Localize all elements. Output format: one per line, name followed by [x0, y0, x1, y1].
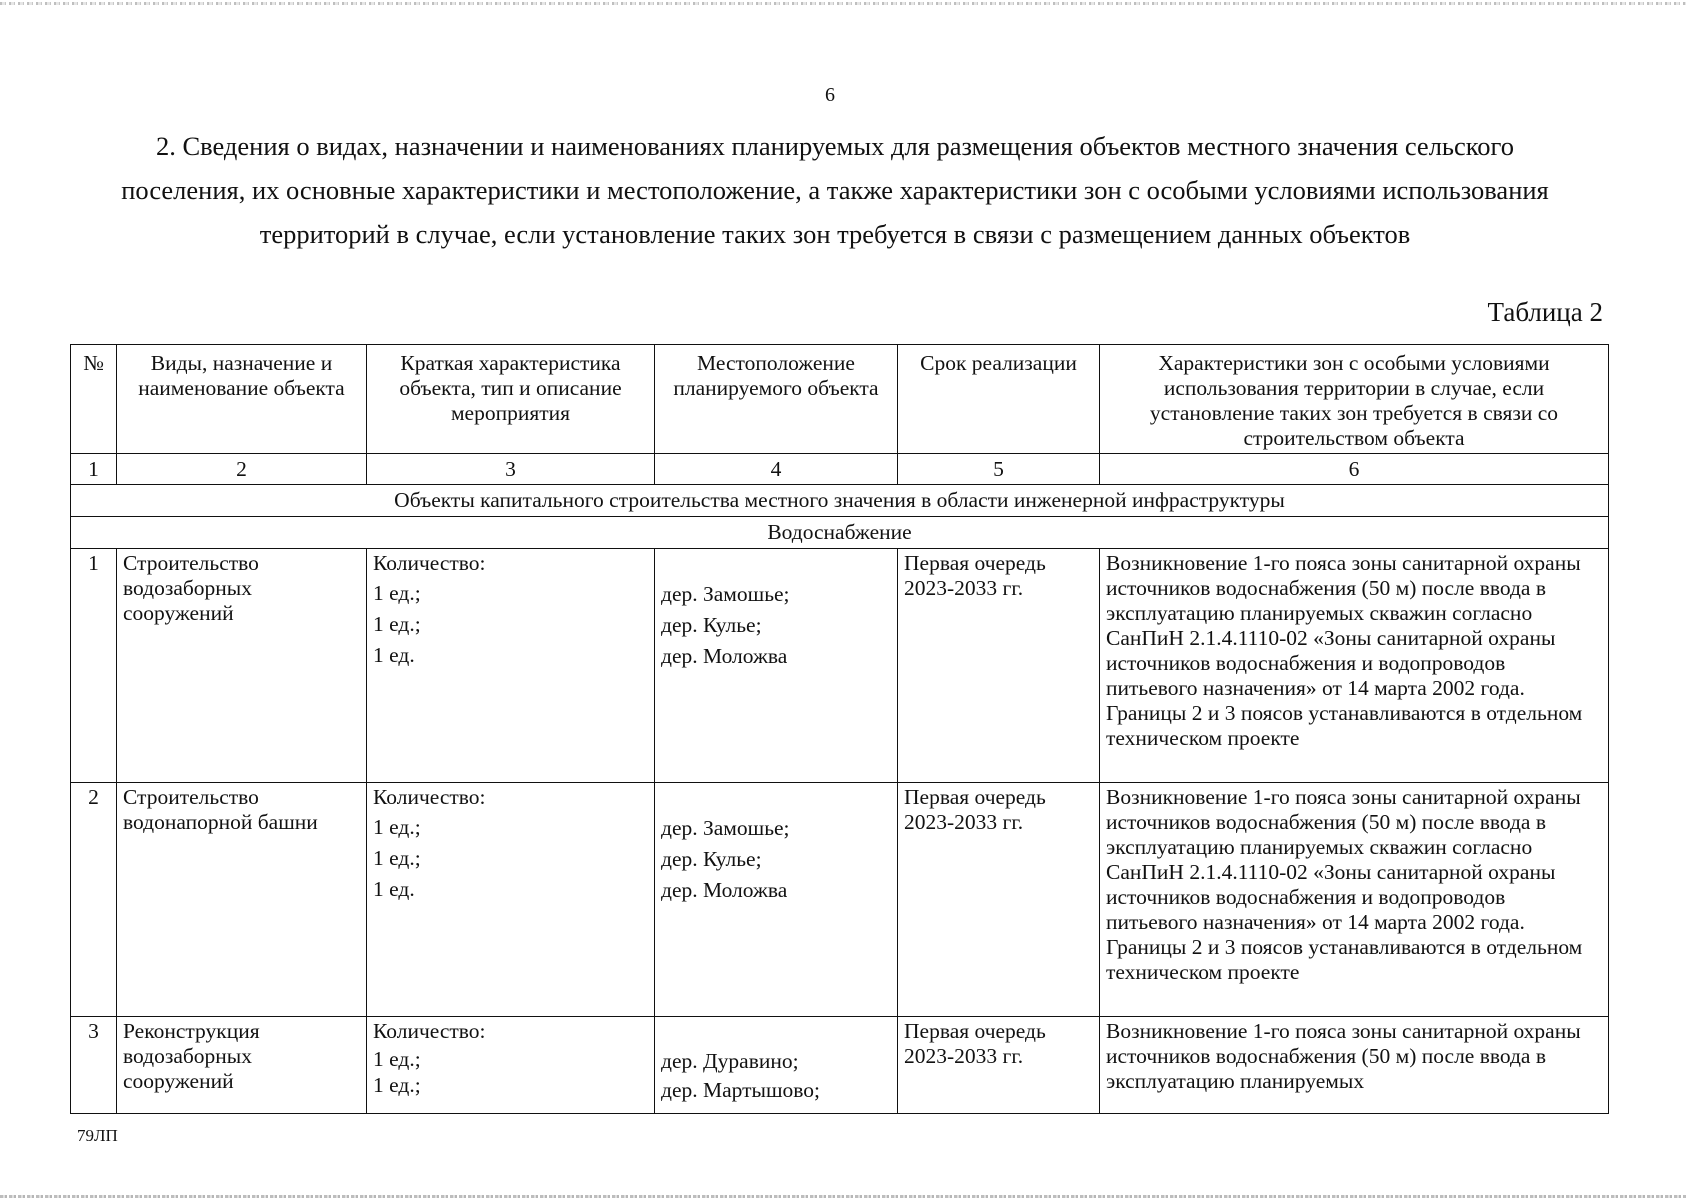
header-location: Местоположение планируемого объекта: [655, 345, 898, 454]
footer-code: 79ЛП: [77, 1126, 118, 1145]
section-title: Объекты капитального строительства местного значения в области инженерной инфраструктуры: [71, 485, 1609, 517]
quantity-label: Количество:: [373, 785, 486, 809]
location-item: дер. Мартышово;: [661, 1078, 820, 1102]
zone-characteristics: Возникновение 1-го пояса зоны санитарной охраны источников водоснабжения (50 м) после ввода в эксплуатацию планируемых скважин согласно СанПиН 2.1.4.1110-02 «Зоны санитарной охраны источников водоснабжения и водопроводов питьевого назначения» от 14 марта 2002 года. Границы 2 и 3 поясов устанавливаются в отдельном техническом проекте: [1100, 783, 1609, 1017]
row-index: 2: [71, 783, 117, 1017]
quantity-item: 1 ед.;: [373, 846, 421, 870]
header-number: №: [71, 345, 117, 454]
table-row: [71, 549, 1609, 783]
object-name: Строительство водонапорной башни: [117, 783, 367, 1017]
table-caption: Таблица 2: [1487, 297, 1603, 327]
header-object-type: Виды, назначение и наименование объекта: [117, 345, 367, 454]
table-row: [71, 783, 1609, 1017]
quantity-label: Количество:: [373, 1019, 486, 1043]
location-item: дер. Моложва: [661, 644, 788, 668]
header-zone-characteristics: Характеристики зон с особыми условиями использования территории в случае, если установление таких зон требуется в связи со строительством объекта: [1100, 345, 1609, 454]
object-characteristics: [367, 549, 655, 783]
table-row: [71, 1017, 1609, 1114]
implementation-term: Первая очередь 2023-2033 гг.: [898, 1017, 1100, 1114]
quantity-item: 1 ед.;: [373, 1073, 421, 1097]
table-header-row: [71, 345, 1609, 454]
section-heading: 2. Сведения о видах, назначении и наименованиях планируемых для размещения объектов местного значения сельского поселения, их основные характеристики и местоположение, а также характеристики зон с особыми условиями использования территорий в случае, если установление таких зон требуется в связи с размещением данных объектов: [121, 131, 1549, 249]
location-item: дер. Кулье;: [661, 613, 762, 637]
object-name: Строительство водозаборных сооружений: [117, 549, 367, 783]
location-item: дер. Замошье;: [661, 816, 790, 840]
page-number: 6: [825, 84, 835, 106]
quantity-item: 1 ед.: [373, 877, 415, 901]
quantity-label: Количество:: [373, 551, 486, 575]
section-row: [71, 485, 1609, 517]
zone-characteristics: Возникновение 1-го пояса зоны санитарной охраны источников водоснабжения (50 м) после ввода в эксплуатацию планируемых скважин согласно СанПиН 2.1.4.1110-02 «Зоны санитарной охраны источников водоснабжения и водопроводов питьевого назначения» от 14 марта 2002 года. Границы 2 и 3 поясов устанавливаются в отдельном техническом проекте: [1100, 549, 1609, 783]
column-number: 4: [655, 454, 898, 485]
implementation-term: Первая очередь 2023-2033 гг.: [898, 549, 1100, 783]
header-characteristics: Краткая характеристика объекта, тип и описание мероприятия: [367, 345, 655, 454]
quantity-item: 1 ед.;: [373, 1047, 421, 1071]
quantity-item: 1 ед.;: [373, 612, 421, 636]
subsection-title: Водоснабжение: [71, 517, 1609, 549]
quantity-item: 1 ед.;: [373, 815, 421, 839]
zone-characteristics: Возникновение 1-го пояса зоны санитарной охраны источников водоснабжения (50 м) после ввода в эксплуатацию планируемых: [1100, 1017, 1609, 1114]
column-number: 5: [898, 454, 1100, 485]
object-location: [655, 549, 898, 783]
column-number: 2: [117, 454, 367, 485]
column-number: 1: [71, 454, 117, 485]
location-item: дер. Кулье;: [661, 847, 762, 871]
subsection-row: [71, 517, 1609, 549]
object-location: [655, 783, 898, 1017]
row-index: 1: [71, 549, 117, 783]
implementation-term: Первая очередь 2023-2033 гг.: [898, 783, 1100, 1017]
quantity-item: 1 ед.: [373, 643, 415, 667]
scan-edge-top: [0, 2, 1686, 5]
header-term: Срок реализации: [898, 345, 1100, 454]
object-characteristics: [367, 1017, 655, 1114]
location-item: дер. Дуравино;: [661, 1049, 799, 1073]
object-location: [655, 1017, 898, 1114]
column-number: 6: [1100, 454, 1609, 485]
row-index: 3: [71, 1017, 117, 1114]
location-item: дер. Замошье;: [661, 582, 790, 606]
scan-edge-bottom: [0, 1195, 1686, 1198]
location-item: дер. Моложва: [661, 878, 788, 902]
object-characteristics: [367, 783, 655, 1017]
object-name: Реконструкция водозаборных сооружений: [117, 1017, 367, 1114]
quantity-item: 1 ед.;: [373, 581, 421, 605]
column-numbers-row: [71, 454, 1609, 485]
column-number: 3: [367, 454, 655, 485]
objects-table: [70, 344, 1609, 1114]
